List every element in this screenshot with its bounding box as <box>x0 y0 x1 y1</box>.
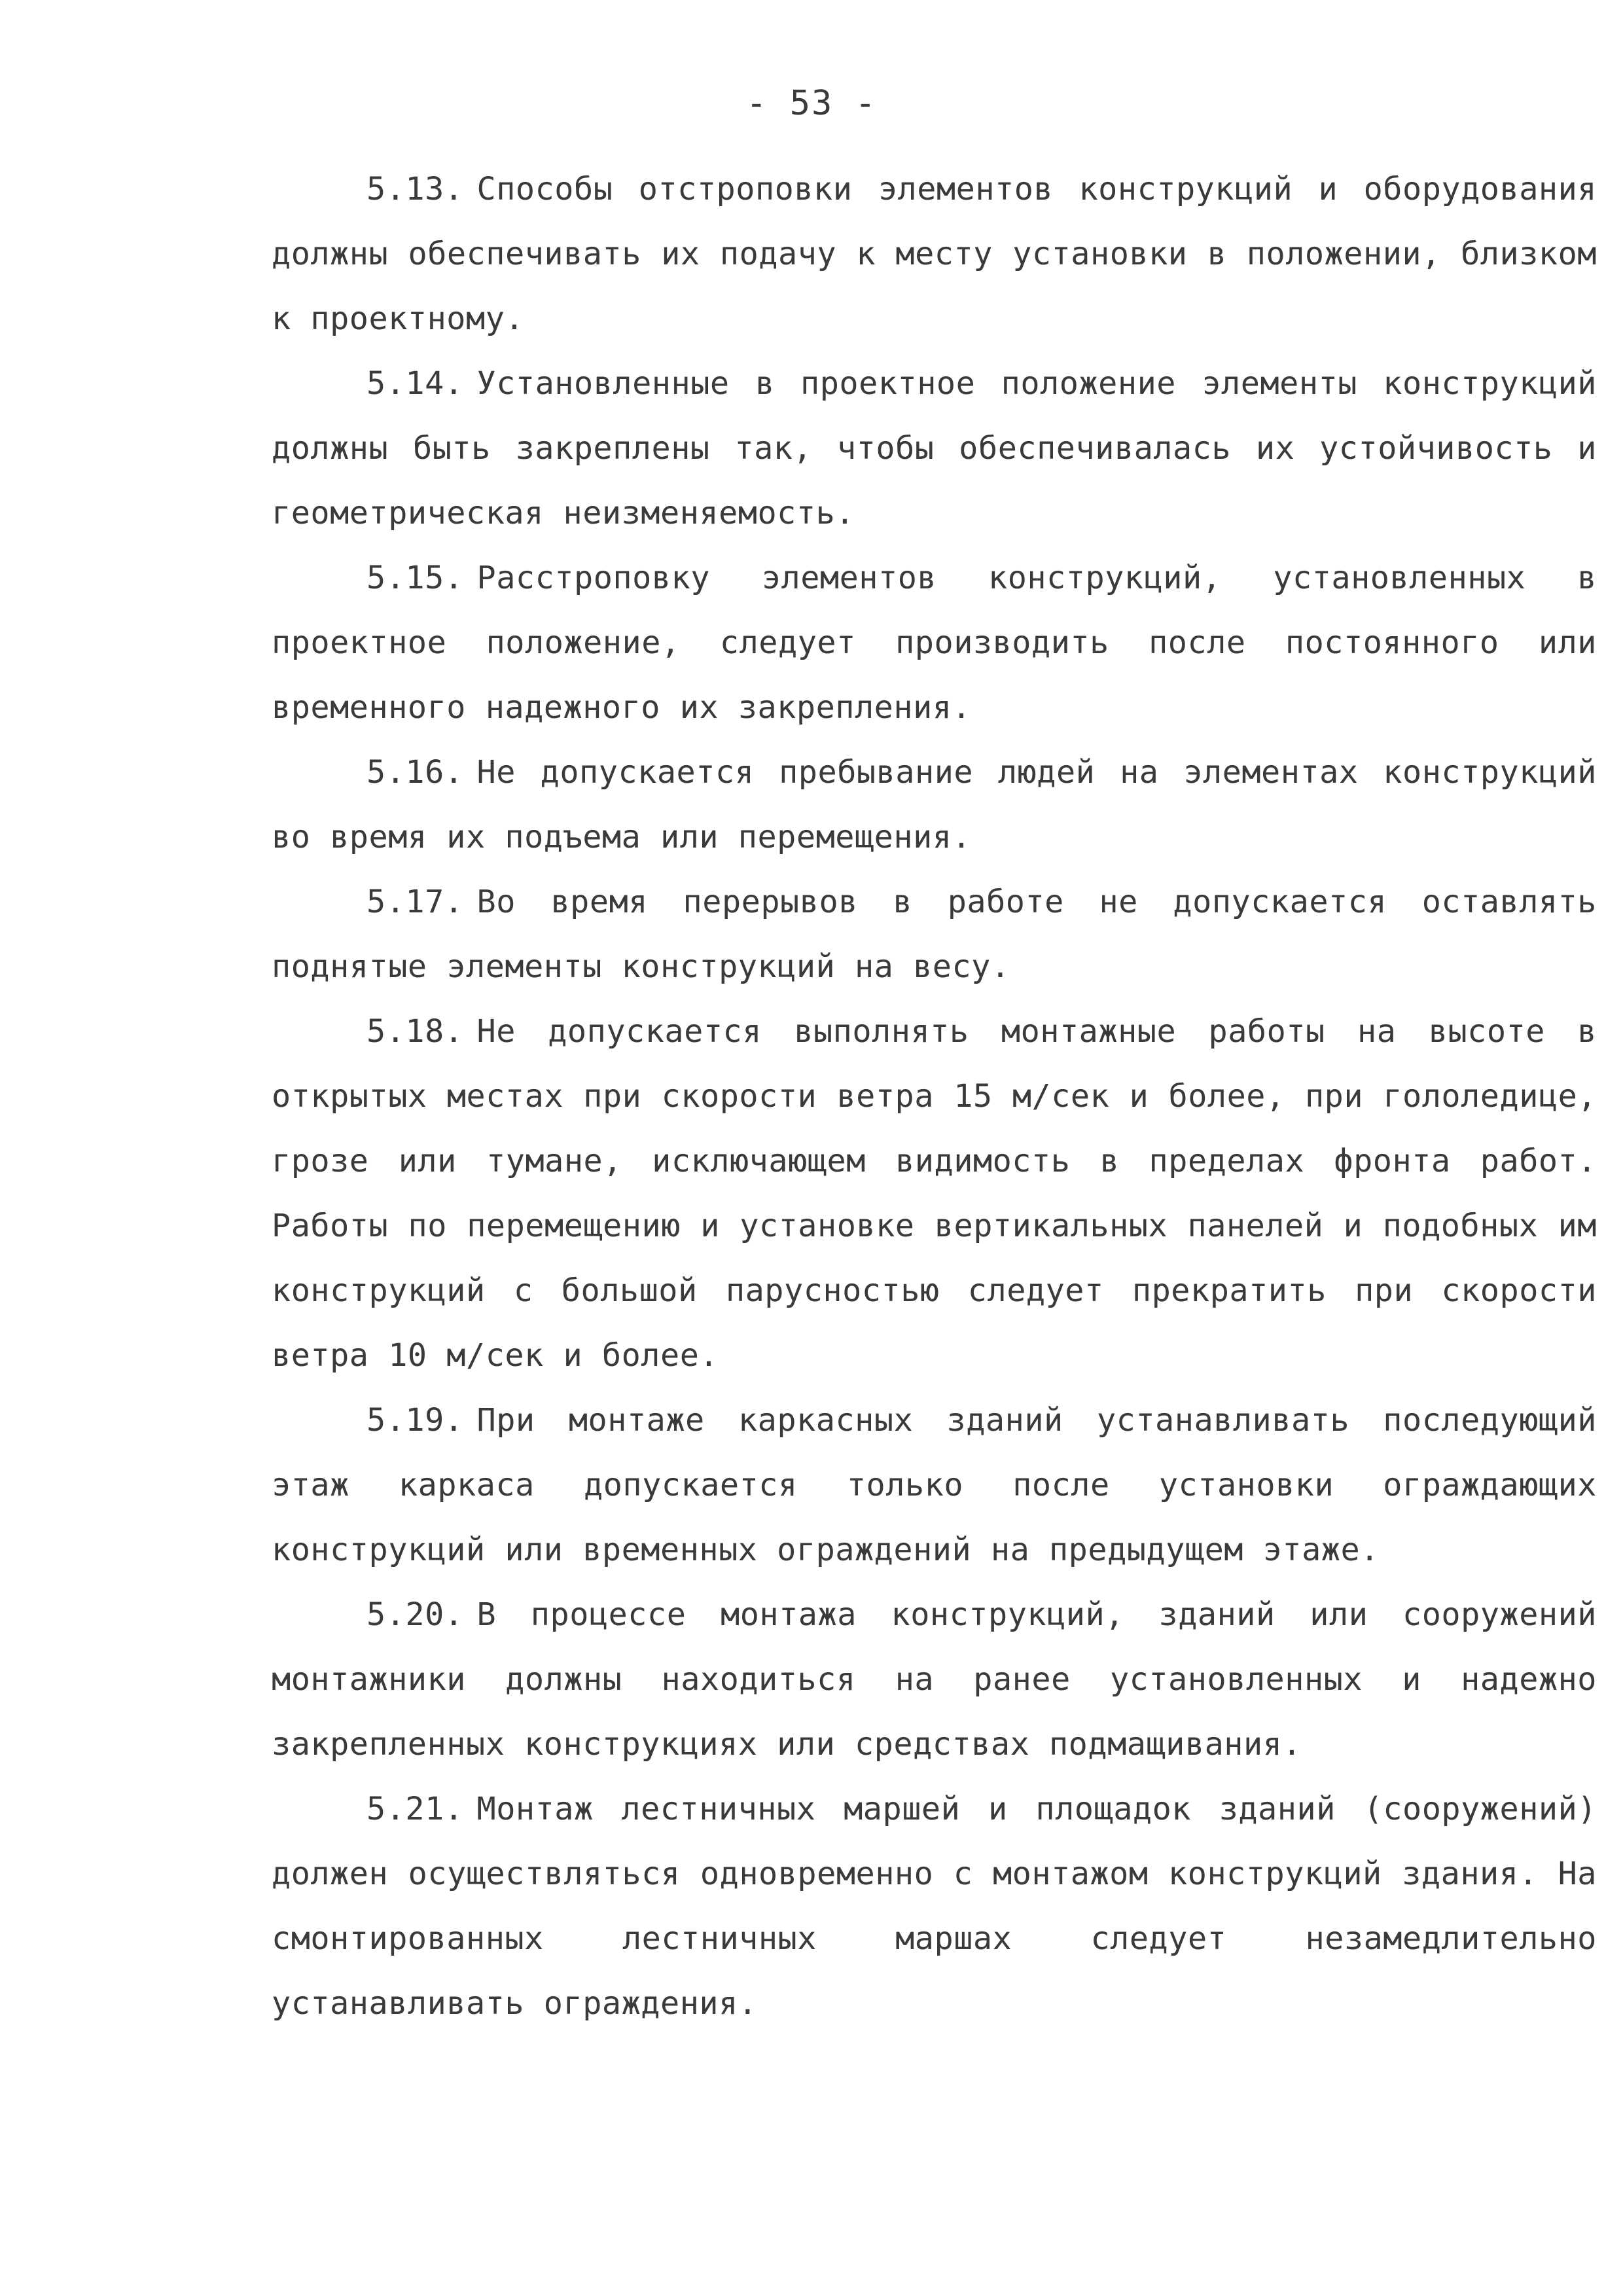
section-text: Не допускается пребывание людей на элементах конструкций во время их подъема или перемещения. <box>272 754 1597 855</box>
section-number: 5.13. <box>366 171 464 207</box>
section-5-15 <box>272 546 1597 740</box>
section-text: Расстроповку элементов конструкций, установленных в проектное положение, следует производить после постоянного или временного надежного их закрепления. <box>272 560 1597 726</box>
section-number: 5.17. <box>366 884 464 920</box>
section-text: В процессе монтажа конструкций, зданий или сооружений монтажники должны находиться на ранее установленных и надежно закрепленных конструкциях или средствах подмащивания. <box>272 1596 1597 1763</box>
section-number: 5.16. <box>366 754 464 791</box>
section-text: Не допускается выполнять монтажные работы на высоте в открытых местах при скорости ветра 15 м/сек и более, при гололедице, грозе или тумане, исключающем видимость в пределах фронта работ. Работы по перемещению и установке вертикальных панелей и подобных им конструкций с большой парусностью следует прекратить при скорости ветра 10 м/сек и более. <box>272 1013 1597 1374</box>
document-body <box>272 157 1597 2036</box>
section-5-20 <box>272 1583 1597 1777</box>
section-5-17 <box>272 870 1597 999</box>
section-number: 5.15. <box>366 560 464 596</box>
page-number: - 53 - <box>746 84 877 123</box>
section-5-16 <box>272 740 1597 870</box>
section-text: Установленные в проектное положение элементы конструкций должны быть закреплены так, чтобы обеспечивалась их устойчивость и геометрическая неизменяемость. <box>272 365 1597 531</box>
section-number: 5.18. <box>366 1013 464 1050</box>
section-number: 5.14. <box>366 365 464 402</box>
section-text: Во время перерывов в работе не допускается оставлять поднятые элементы конструкций на весу. <box>272 884 1597 985</box>
section-5-19 <box>272 1388 1597 1583</box>
section-text: При монтаже каркасных зданий устанавливать последующий этаж каркаса допускается только после установки ограждающих конструкций или временных ограждений на предыдущем этаже. <box>272 1402 1597 1568</box>
section-5-13 <box>272 157 1597 351</box>
section-5-18 <box>272 999 1597 1388</box>
section-text: Способы отстроповки элементов конструкций и оборудования должны обеспечивать их подачу к месту установки в положении, близком к проектному. <box>272 171 1597 337</box>
section-text: Монтаж лестничных маршей и площадок зданий (сооружений) должен осуществляться одновременно с монтажом конструкций здания. На смонтированных лестничных маршах следует незамедлительно устанавливать ограждения. <box>272 1791 1597 2022</box>
section-5-14 <box>272 351 1597 546</box>
section-5-21 <box>272 1777 1597 2036</box>
section-number: 5.21. <box>366 1791 464 1827</box>
section-number: 5.19. <box>366 1402 464 1439</box>
section-number: 5.20. <box>366 1596 464 1633</box>
